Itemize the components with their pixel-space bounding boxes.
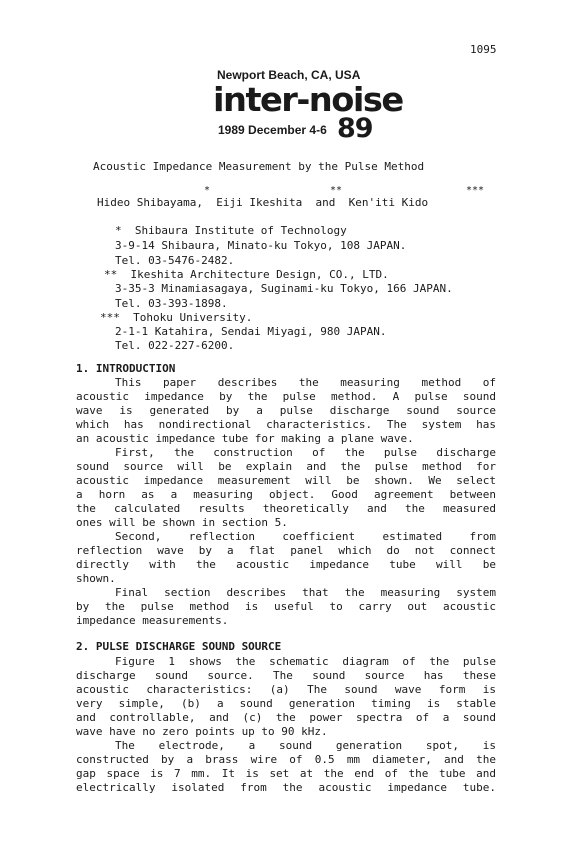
paragraph-line: impedance measurements. [76, 614, 229, 627]
paragraph-line: First, the construction of the pulse discharge [115, 446, 496, 459]
paragraph-line: constructed by a brass wire of 0.5 mm diameter, and the [76, 753, 496, 766]
affiliation-line: Tel. 03-5476-2482. [115, 254, 235, 267]
paper-title: Acoustic Impedance Measurement by the Pulse Method [93, 160, 425, 173]
paragraph-line: Figure 1 shows the schematic diagram of the pulse [115, 655, 496, 668]
affiliation-line: *** Tohoku University. [100, 311, 253, 324]
conference-year-logo: 89 [337, 113, 373, 144]
conference-dates: 1989 December 4-6 [218, 123, 327, 137]
affiliation-line: 3-9-14 Shibaura, Minato-ku Tokyo, 108 JAPAN. [115, 239, 407, 252]
author-mark-2: ** [330, 185, 343, 196]
paragraph-line: Second, reflection coefficient estimated from [115, 530, 496, 543]
section-heading-pulse-discharge: 2. PULSE DISCHARGE SOUND SOURCE [76, 640, 282, 653]
paragraph-line: acoustic characteristics: (a) The sound wave form is [76, 683, 496, 696]
paragraph-line: a horn as a measuring object. Good agreement between [76, 488, 496, 501]
paragraph-line: electrically isolated from the acoustic impedance tube. [76, 781, 496, 794]
paragraph-line: the calculated results theoretically and the measured [76, 502, 496, 515]
paragraph-line: shown. [76, 572, 116, 585]
section-heading-introduction: 1. INTRODUCTION [76, 362, 176, 375]
paragraph-line: ones will be shown in section 5. [76, 516, 288, 529]
affiliation-line: Tel. 03-393-1898. [115, 297, 228, 310]
affiliation-line: ** Ikeshita Architecture Design, CO., LTD. [104, 268, 389, 281]
paragraph-line: Final section describes that the measuring system [115, 586, 496, 599]
paragraph-line: This paper describes the measuring method of [115, 376, 496, 389]
paragraph-line: very simple, (b) a sound generation timing is stable [76, 697, 496, 710]
paragraph-line: gap space is 7 mm. It is set at the end of the tube and [76, 767, 496, 780]
paragraph-line: wave have no zero points up to 90 kHz. [76, 725, 328, 738]
paragraph-line: by the pulse method is useful to carry out acoustic [76, 600, 496, 613]
affiliation-line: Tel. 022-227-6200. [115, 339, 235, 352]
affiliation-line: 2-1-1 Katahira, Sendai Miyagi, 980 JAPAN. [115, 325, 387, 338]
conference-logo: inter-noise [213, 80, 403, 119]
affiliation-line: 3-35-3 Minamiasagaya, Suginami-ku Tokyo, 166 JAPAN. [115, 282, 453, 295]
paragraph-line: wave is generated by a pulse discharge sound source [76, 404, 496, 417]
affiliation-line: * Shibaura Institute of Technology [115, 224, 347, 237]
page-number: 1095 [470, 43, 497, 56]
paragraph-line: The electrode, a sound generation spot, is [115, 739, 496, 752]
paragraph-line: acoustic impedance measurement will be shown. We select [76, 474, 496, 487]
paragraph-line: acoustic impedance by the pulse method. A pulse sound [76, 390, 496, 403]
author-mark-3: *** [466, 185, 485, 196]
conference-location: Newport Beach, CA, USA [217, 68, 361, 82]
paragraph-line: reflection wave by a flat panel which do not connect [76, 544, 496, 557]
paragraph-line: an acoustic impedance tube for making a plane wave. [76, 432, 414, 445]
paragraph-line: discharge sound source. The sound source has these [76, 669, 496, 682]
paragraph-line: which has nondirectional characteristics. The system has [76, 418, 496, 431]
paragraph-line: and controllable, and (c) the power spectra of a sound [76, 711, 496, 724]
author-list: Hideo Shibayama, Eiji Ikeshita and Ken'iti Kido [97, 196, 429, 209]
paragraph-line: directly with the acoustic impedance tube will be [76, 558, 496, 571]
paragraph-line: sound source will be explain and the pulse method for [76, 460, 496, 473]
author-mark-1: * [204, 185, 211, 196]
